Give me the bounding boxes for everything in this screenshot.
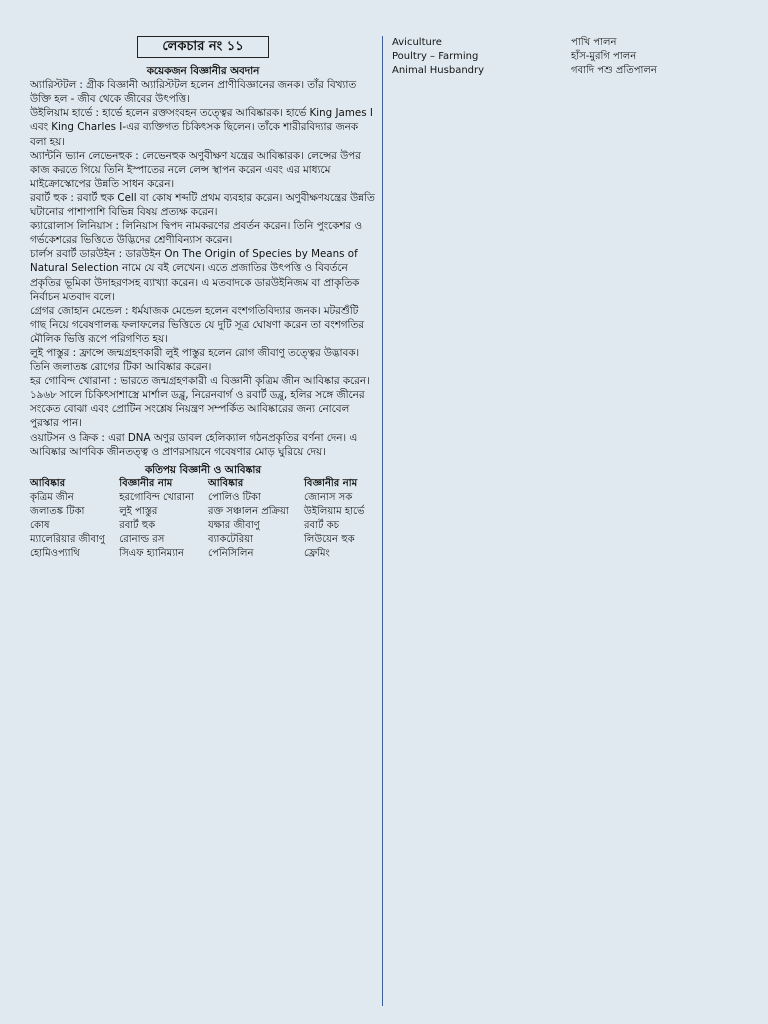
table-cell: জোনাস সক — [304, 491, 353, 503]
table-cell: পেনিসিলিন — [208, 548, 254, 560]
table-cell: হাঁস-মুরগি পালন — [571, 51, 637, 63]
table-cell: হোমিওপ্যাথি — [30, 548, 80, 560]
table-cell: ফ্রেমিং — [304, 548, 330, 560]
table-head: আবিষ্কার — [208, 477, 244, 489]
table-cell: সিএফ হ্যানিম্যান — [119, 548, 184, 560]
table-cell: রবার্ট হুক — [119, 520, 156, 532]
left-item: রবার্ট হুক : রবার্ট হুক Cell বা কোষ শব্দটি প্রথম ব্যবহার করেন। অণুবীক্ষণযন্ত্রের উন্নতি ঘটানোর পাশাপাশি বিভিন্ন বিষয় প্রত্যক্ষ করেন। — [30, 191, 375, 219]
table-cell: হরগোবিন্দ খোরানা — [119, 491, 194, 503]
table-cell: কৃত্রিম জীন — [30, 491, 74, 503]
top-right-table — [392, 36, 738, 78]
column-divider — [382, 36, 383, 1006]
left-item: হর গোবিন্দ খোরানা : ভারতে জন্মগ্রহণকারী এ বিজ্ঞানী কৃত্রিম জীন আবিষ্কার করেন। ১৯৬৮ সালে চিকিৎসাশাস্ত্রে মার্শাল ডব্লু, নিরেনবার্গ ও রবার্ট ডব্লু, হলির সঙ্গে জীনের সংকেত বোঝা এবং প্রোটিন সংশ্লেষ নিয়ন্ত্রণ সম্পর্কিত আবিষ্কারের জন্য নোবেল পুরস্কার পান। — [30, 375, 370, 430]
subtitle: কয়েকজন বিজ্ঞানীর অবদান — [146, 65, 260, 78]
left-item: চার্লস রবার্ট ডারউইন : ডারউইন On The Origin of Species by Means of Natural Selection নামে যে বই লেখেন। এতে প্রজাতির উৎপত্তি ও বিবর্তনে প্রকৃতির ভূমিকা উদাহরণসহ ব্যাখ্যা করেন। এ মতবাদকে ডারউইনিজম বা প্রাকৃতিক নির্বাচন মতবাদ বলে। — [30, 248, 360, 303]
left-column — [30, 36, 376, 561]
table-head: বিজ্ঞানীর নাম — [119, 477, 173, 489]
table-cell: পোলিও টিকা — [208, 491, 261, 503]
table-cell: ব্যাকটেরিয়া — [208, 534, 253, 546]
left-item: ক্যারোলাস লিনিয়াস : লিনিয়াস দ্বিপদ নামকরণের প্রবর্তন করেন। তিনি পুংকেশর ও গর্ভকেশরের ভিত্তিতে উদ্ভিদের শ্রেণীবিন্যাস করেন। — [30, 220, 362, 247]
table-cell: গবাদি পশু প্রতিপালন — [571, 65, 657, 77]
table-cell: লিউয়েন হুক — [304, 534, 355, 546]
table-head: আবিষ্কার — [30, 477, 66, 489]
table-cell: ম্যালেরিয়ার জীবাণু — [30, 534, 105, 546]
left-item: অ্যান্টনি ভ্যান লেভেনহুক : লেভেনহুক অণুবীক্ষণ যন্ত্রের আবিষ্কারক। লেন্সের উপর কাজ করতে গিয়ে তিনি ইস্পাতের নলে লেন্স স্থাপন করেন এবং এর মাধ্যমে মাইক্রোস্কোপের উন্নতি সাধন করেন। — [30, 149, 361, 190]
table-cell: যক্ষার জীবাণু — [208, 520, 260, 532]
table-cell: Poultry – Farming — [392, 51, 479, 63]
table-cell: Animal Husbandry — [392, 65, 485, 77]
discovery-table — [30, 477, 376, 562]
table-cell: রবার্ট কচ — [304, 520, 340, 532]
table-cell: উইলিয়াম হার্ভে — [304, 506, 365, 517]
left-item: লুই পাস্তুর : ফ্রান্সে জন্মগ্রহণকারী লুই পাস্তুর হলেন রোগ জীবাণু তত্ত্বের উদ্ভাবক। তিনি জলাতঙ্ক রোগের টিকা আবিষ্কার করেন। — [30, 346, 360, 374]
table-cell: Aviculture — [392, 37, 442, 48]
left-item: উইলিয়াম হার্ভে : হার্ভে হলেন রক্তসংবহন তত্ত্বের আবিষ্কারক। হার্ভে King James I এবং King Charles I-এর ব্যক্তিগত চিকিৎসক ছিলেন। তাঁকে শারীরবিদ্যার জনক বলা হয়। — [30, 107, 373, 148]
left-item: ওয়াটসন ও ক্রিক : এরা DNA অণুর ডাবল হেলিক্যাল গঠনপ্রকৃতির বর্ণনা দেন। এ আবিষ্কার আণবিক জীনতত্ত্ব ও প্রাণরসায়নে গবেষণার মোড় ঘুরিয়ে দেয়। — [30, 431, 358, 458]
right-column — [392, 36, 738, 78]
table1-title: কতিপয় বিজ্ঞানী ও আবিষ্কার — [144, 463, 262, 476]
table-cell: রোনাল্ড রস — [119, 534, 165, 546]
left-item: গ্রেগর জোহান মেন্ডেল : ধর্মযাজক মেন্ডেল হলেন বংশগতিবিদ্যার জনক। মটরশুঁটি গাছ নিয়ে গবেষণালব্ধ ফলাফলের ভিত্তিতে যে দুটি সূত্র ঘোষণা করেন তা বংশগতির মৌলিক ভিত্তি রূপে পরিগণিত হয়। — [30, 304, 364, 345]
table-cell: পাখি পালন — [571, 37, 617, 48]
table-head: বিজ্ঞানীর নাম — [304, 477, 358, 489]
table-cell: কোষ — [30, 520, 50, 532]
lecture-title: লেকচার নং ১১ — [137, 36, 269, 58]
left-item: অ্যারিস্টটল : গ্রীক বিজ্ঞানী অ্যারিস্টটল হলেন প্রাণীবিজ্ঞানের জনক। তাঁর বিখ্যাত উক্তি হল - জীব থেকে জীবের উৎপত্তি। — [30, 79, 357, 106]
table-cell: রক্ত সঞ্চালন প্রক্রিয়া — [208, 506, 289, 517]
table-cell: জলাতঙ্ক টিকা — [30, 506, 85, 517]
table-cell: লুই পাস্তুর — [119, 506, 158, 517]
